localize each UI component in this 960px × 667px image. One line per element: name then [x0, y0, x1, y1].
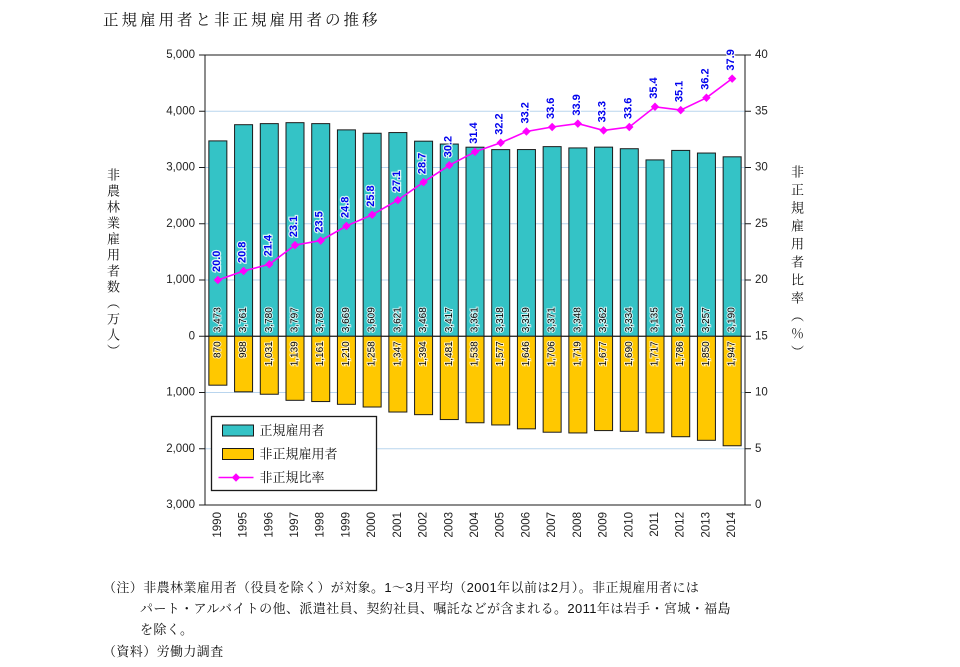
x-axis-year-label: 2001 — [391, 512, 404, 538]
bar-value-label: 1,394 — [418, 341, 430, 367]
left-axis-tick-label: 0 — [188, 330, 195, 343]
bar-value-label: 3,257 — [700, 307, 712, 333]
x-axis-year-label: 2011 — [649, 512, 661, 537]
x-axis-year-label: 2002 — [417, 512, 430, 538]
legend-swatch — [223, 449, 254, 460]
left-axis-tick-label: 2,000 — [166, 442, 195, 455]
bar-value-label: 870 — [212, 341, 224, 358]
source-note: （資料）労働力調査 — [103, 644, 224, 659]
bar-value-label: 3,135 — [649, 307, 661, 333]
bar-value-label: 1,258 — [366, 341, 378, 367]
ratio-value-label: 27.1 — [390, 170, 403, 193]
bar-value-label: 1,717 — [649, 341, 661, 367]
bar-value-label: 1,646 — [520, 341, 532, 367]
bar-value-label: 1,210 — [340, 341, 352, 367]
bar-value-label: 1,347 — [392, 341, 404, 367]
x-axis-year-label: 2008 — [571, 512, 584, 538]
left-axis-tick-label: 2,000 — [166, 217, 195, 230]
x-axis-year-label: 1996 — [263, 512, 276, 538]
x-axis-year-label: 1990 — [211, 512, 224, 538]
bar-value-label: 3,361 — [469, 307, 481, 333]
ratio-value-label: 28.7 — [416, 152, 429, 175]
bar-value-label: 3,468 — [418, 307, 430, 333]
left-axis-tick-label: 3,000 — [166, 161, 195, 174]
footnote-line: （注）非農林業雇用者（役員を除く）が対象。1～3月平均（2001年以前は2月）。非正規雇用者には — [103, 580, 700, 595]
right-axis-title: 非正規雇用者比率（％） — [789, 165, 804, 363]
ratio-marker-diamond — [548, 123, 556, 131]
ratio-value-label: 32.2 — [493, 113, 506, 135]
left-axis-tick-label: 5,000 — [166, 49, 195, 61]
left-axis-tick-label: 4,000 — [166, 105, 195, 118]
right-axis-tick-label: 35 — [755, 105, 768, 118]
bar-value-label: 1,690 — [623, 341, 635, 367]
ratio-value-label: 33.6 — [545, 97, 558, 119]
bar-value-label: 3,621 — [392, 307, 404, 333]
ratio-value-label: 21.4 — [262, 234, 275, 257]
right-axis-tick-label: 20 — [755, 274, 768, 286]
left-axis-tick-label: 1,000 — [166, 274, 195, 286]
ratio-value-label: 23.5 — [313, 211, 326, 233]
right-axis-tick-label: 5 — [755, 442, 762, 455]
ratio-value-label: 33.9 — [570, 94, 583, 116]
right-axis-tick-label: 30 — [755, 161, 768, 174]
ratio-value-label: 36.2 — [699, 68, 712, 90]
legend-label: 非正規比率 — [259, 470, 325, 485]
x-axis-year-label: 2012 — [674, 512, 687, 538]
x-axis-year-label: 2005 — [494, 512, 507, 538]
footnote — [103, 577, 731, 640]
bar-value-label: 3,669 — [340, 307, 352, 333]
bar-regular-employees — [389, 133, 407, 337]
x-axis-year-label: 2013 — [700, 512, 713, 538]
x-axis-year-label: 1997 — [289, 512, 301, 538]
ratio-value-label: 35.1 — [673, 80, 686, 103]
ratio-value-label: 20.8 — [236, 241, 249, 263]
ratio-value-label: 37.9 — [725, 49, 738, 71]
right-axis-tick-label: 0 — [755, 499, 762, 511]
ratio-marker-diamond — [497, 139, 505, 147]
bar-value-label: 1,031 — [263, 341, 275, 367]
x-axis-year-label: 2006 — [520, 512, 533, 538]
right-axis-tick-label: 40 — [755, 49, 768, 61]
ratio-value-label: 35.4 — [648, 77, 660, 99]
bar-value-label: 988 — [238, 341, 250, 358]
bar-value-label: 3,318 — [495, 307, 507, 333]
left-axis-title: 非農林業雇用者数（万人） — [105, 168, 120, 360]
x-axis-year-label: 2000 — [366, 512, 379, 538]
bar-value-label: 3,371 — [546, 307, 558, 333]
legend-label: 正規雇用者 — [259, 423, 325, 438]
footnote-line: パート・アルバイトの他、派遣社員、契約社員、嘱託などが含まれる。2011年は岩手・宮城・福島 — [140, 601, 731, 616]
ratio-value-label: 24.8 — [339, 196, 352, 218]
bar-regular-employees — [260, 124, 278, 337]
left-axis-tick-label: 3,000 — [166, 499, 195, 511]
ratio-marker-diamond — [677, 106, 685, 114]
right-axis-tick-label: 10 — [755, 386, 768, 399]
x-axis-year-label: 2004 — [469, 512, 481, 538]
bar-value-label: 3,761 — [238, 307, 250, 333]
bar-value-label: 1,947 — [726, 341, 738, 367]
bar-regular-employees — [363, 133, 381, 336]
ratio-marker-diamond — [599, 126, 607, 134]
ratio-value-label: 33.3 — [596, 100, 609, 123]
bar-value-label: 1,719 — [572, 341, 584, 367]
ratio-value-label: 33.6 — [622, 97, 635, 119]
bar-value-label: 3,348 — [572, 307, 584, 333]
left-axis-tick-label: 1,000 — [166, 386, 195, 399]
right-axis-tick-label: 25 — [755, 217, 768, 230]
bar-value-label: 3,304 — [675, 307, 687, 333]
right-axis-tick-label: 15 — [755, 330, 768, 343]
x-axis-year-label: 1995 — [237, 512, 250, 538]
bar-value-label: 1,677 — [598, 341, 610, 367]
bar-value-label: 1,139 — [289, 341, 301, 367]
bar-value-label: 3,417 — [443, 307, 455, 333]
ratio-value-label: 20.0 — [210, 250, 223, 272]
ratio-value-label: 23.1 — [288, 215, 300, 238]
x-axis-year-label: 2007 — [546, 512, 559, 538]
bar-value-label: 1,850 — [700, 341, 712, 367]
bar-regular-employees — [209, 141, 227, 336]
bar-value-label: 1,481 — [443, 341, 455, 367]
bar-value-label: 3,473 — [212, 307, 224, 333]
bar-value-label: 3,190 — [726, 307, 738, 333]
bar-value-label: 3,780 — [263, 307, 275, 333]
x-axis-year-label: 2009 — [597, 512, 610, 538]
bar-value-label: 3,334 — [623, 307, 635, 333]
ratio-value-label: 31.4 — [468, 122, 480, 144]
x-axis-year-label: 2014 — [726, 512, 739, 538]
x-axis-year-label: 1999 — [340, 512, 353, 538]
bar-value-label: 1,786 — [675, 341, 687, 367]
ratio-marker-diamond — [522, 127, 530, 135]
footnote-line: を除く。 — [140, 622, 194, 637]
ratio-value-label: 30.2 — [442, 135, 455, 158]
ratio-value-label: 33.2 — [519, 102, 532, 124]
ratio-marker-diamond — [574, 119, 582, 127]
bar-value-label: 3,609 — [366, 307, 378, 333]
x-axis-year-label: 1998 — [314, 512, 327, 538]
bar-value-label: 1,538 — [469, 341, 481, 367]
bar-value-label: 1,706 — [546, 341, 558, 367]
x-axis-year-label: 2010 — [623, 512, 636, 538]
bar-value-label: 1,577 — [495, 341, 507, 367]
bar-value-label: 3,319 — [520, 307, 532, 333]
bar-regular-employees — [337, 130, 355, 336]
bar-value-label: 3,780 — [315, 307, 327, 333]
x-axis-year-label: 2003 — [443, 512, 456, 538]
legend-swatch — [223, 425, 254, 436]
bar-value-label: 1,161 — [315, 341, 327, 367]
bar-value-label: 3,362 — [598, 307, 610, 333]
ratio-value-label: 25.8 — [365, 185, 378, 207]
chart-title: 正規雇用者と非正規雇用者の推移 — [103, 12, 381, 29]
bar-regular-employees — [235, 125, 253, 337]
bar-value-label: 3,797 — [289, 307, 301, 333]
legend-label: 非正規雇用者 — [259, 446, 338, 462]
